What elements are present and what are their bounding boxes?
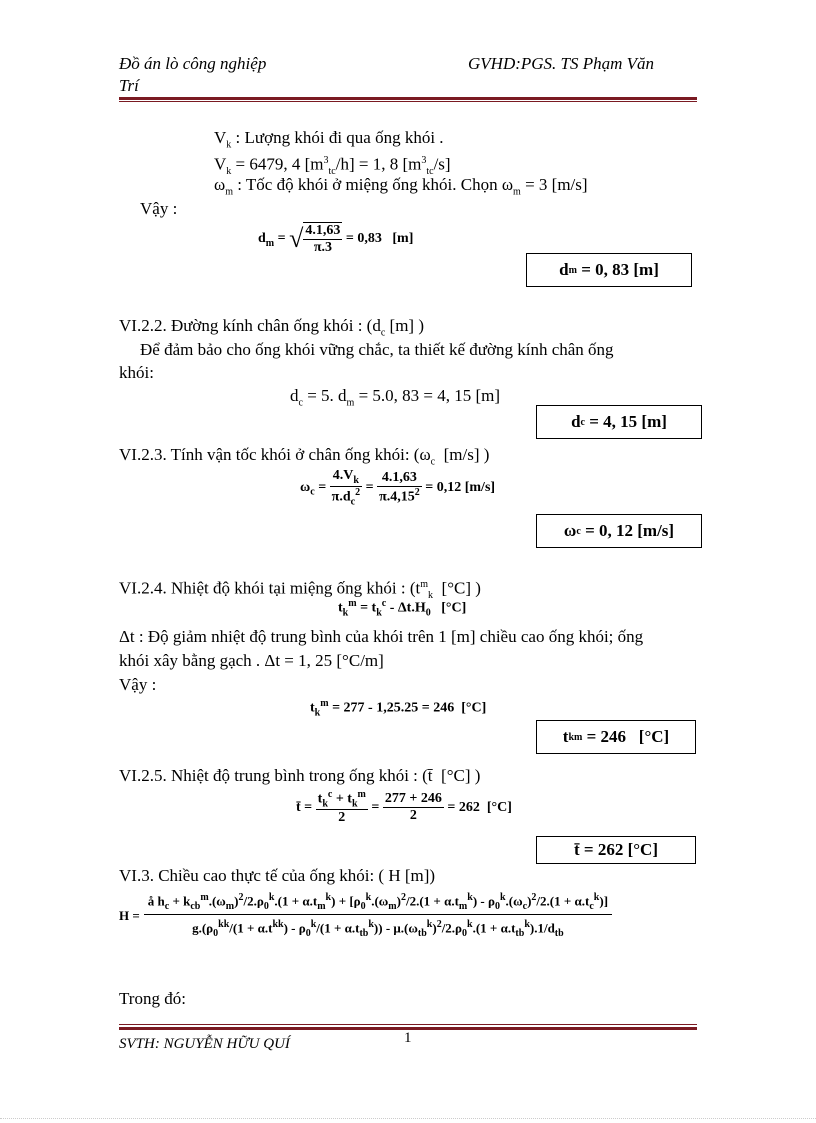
header-left-title: Đồ án lò công nghiệp [119, 54, 267, 73]
section-vi23-title: VI.2.3. Tính vận tốc khói ở chân ống khói: ($\omega_c$ [m/s] ) [119, 445, 490, 468]
section-vi24-para-2: khói xây bằng gạch . Δt = 1, 25 [°C/m] [119, 651, 384, 670]
section-vi22-para-2: khói: [119, 363, 154, 382]
section-vi24-para-1: Δt : Độ giảm nhiệt độ trung bình của khói trên 1 [m] chiều cao ống khói; ống [119, 627, 644, 646]
vay-label-2: Vậy : [119, 675, 157, 694]
dm-equation: $d_m$ = √ $\frac{4.1,63}{\pi.3}$ = 0,83 [m] [258, 223, 414, 255]
result-box-dm: d m = 0, 83 [m] [526, 253, 692, 287]
footer-author: SVTH: NGUYỄN HỮU QUÍ [119, 1036, 290, 1052]
result-box-dc: d c = 4, 15 [m] [536, 405, 702, 439]
vk-definition: $V_k$ : Lượng khói đi qua ống khói . [214, 128, 444, 151]
section-vi22-title: VI.2.2. Đường kính chân ống khói : ($d_c$ [m] ) [119, 316, 425, 339]
footer-rule-thin [119, 1024, 697, 1025]
section-vi24-title: VI.2.4. Nhiệt độ khói tại miệng ống khói : ($t^m_k$ [°C] ) [119, 578, 481, 602]
vay-label-1: Vậy : [140, 199, 178, 218]
result-box-tavg: t̄ = 262 [°C] [536, 836, 696, 864]
height-equation: H = å $h_c + k_{cb}^m.(\omega_m)^2/2.\rho_0^k.(1 + \alpha.t_m^k) + [\rho_0^k.(\omega_m)^2/2.(1 + \alpha.t_m^k) - \rho_0^k.(\omega_c)^2/2.(1 + \alpha.t_c^k)]$ $g.(\rho_0^{kk}/(1 + \alpha.t^{kk}) - \rho_0^k/(1 + \alpha.t_{tb}^k)) - \mu.(\omega_{tb}^k)^2/2.\rho_0^k.(1 + \alpha.t_{tb}^k).1/d_{tb}$ [119, 890, 612, 943]
header-left-title-cont: Trí [119, 76, 139, 95]
result-box-tm: t k m = 246 [°C] [536, 720, 696, 754]
header-rule [119, 97, 697, 100]
page-bottom-divider [0, 1118, 816, 1119]
page-number: 1 [404, 1030, 412, 1046]
trong-do-label: Trong đó: [119, 989, 186, 1008]
wm-definition: $\omega_m$ : Tốc độ khói ở miệng ống khói. Chọn $\omega_m = 3$ [m/s] [214, 175, 588, 198]
wc-equation: $\omega_c$ = $\frac{4.V_k}{\pi.d_c^2}$ = $\frac{4.1,63}{\pi.4,15^2}$ = 0,12 [m/s] [300, 468, 496, 508]
tm-equation: $t_k^m = t_k^c - \Delta t.H_0$ [°C] [338, 598, 467, 619]
tm-calc-equation: $t_k^m = 277 - 1,25.25 = 246$ [°C] [310, 698, 487, 719]
header-advisor: GVHD:PGS. TS Phạm Văn [468, 54, 655, 73]
result-box-wc: ω c = 0, 12 [m/s] [536, 514, 702, 548]
header-rule-thin [119, 101, 697, 102]
dc-equation: $d_c = 5$. $d_m = 5.0$, 83 = 4, 15 [m] [290, 386, 501, 409]
vk-value: $V_k = 6479$, 4 $[m^3_{tc}/h] = 1$, 8 $[m^3_{tc}/s]$ [214, 154, 451, 178]
section-vi25-title: VI.2.5. Nhiệt độ trung bình trong ống khói : (t̄ [°C] ) [119, 766, 481, 785]
tavg-equation: t̄ = $\frac{t_k^c + t_k^m}{2}$ = $\frac{277 + 246}{2}$ = 262 [°C] [296, 789, 512, 826]
section-vi22-para-1: Để đảm bảo cho ống khói vững chắc, ta thiết kế đường kính chân ống [140, 340, 614, 359]
section-vi3-title: VI.3. Chiều cao thực tế của ống khói: ( H [m]) [119, 866, 436, 885]
